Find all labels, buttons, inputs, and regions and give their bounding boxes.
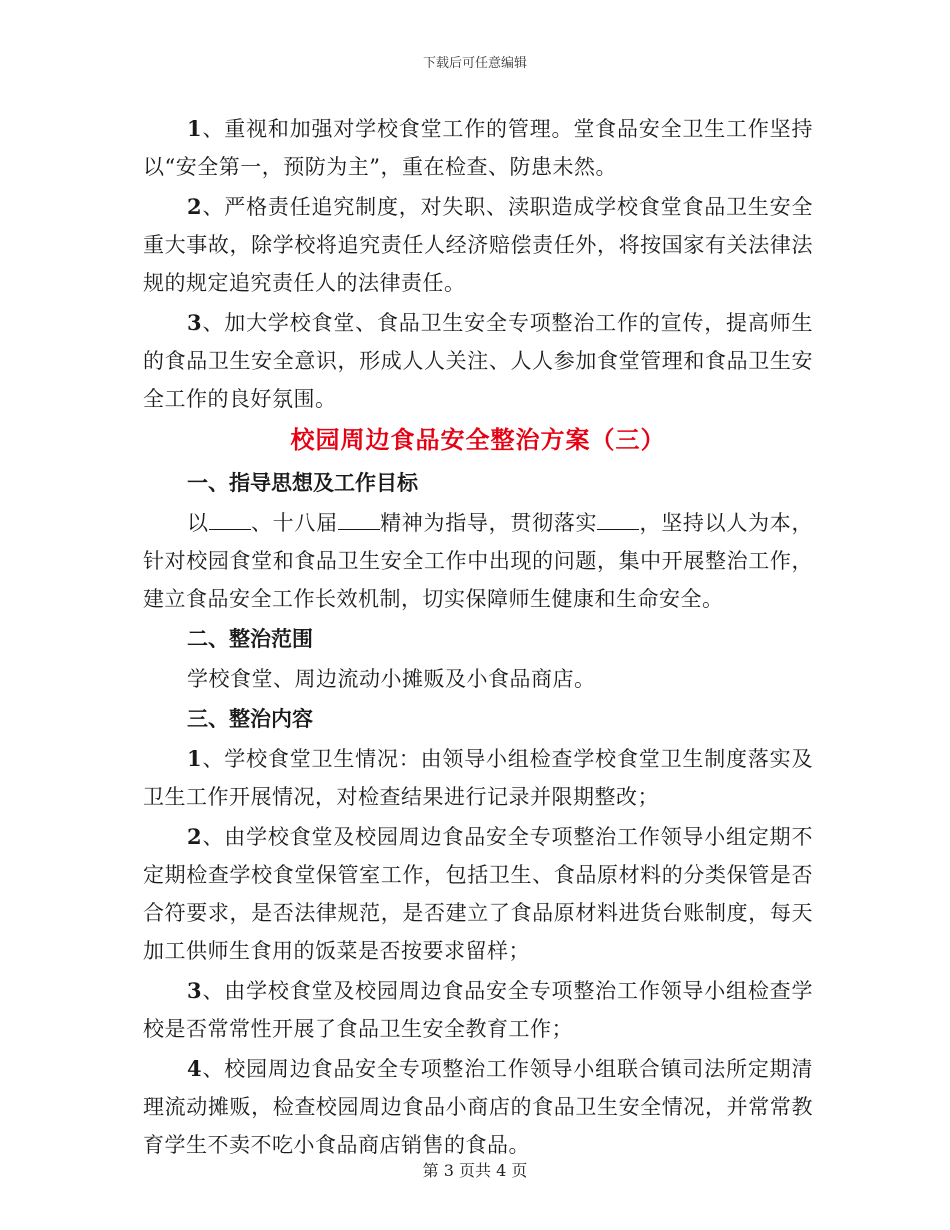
item-text: 、校园周边食品安全专项整治工作领导小组联合镇司法所定期清理流动摊贩，检查校园周边食品小商店的食品卫生安全情况，并常常教育学生不卖不吃小食品商店销售的食品。 [143, 1057, 813, 1157]
item-text: 、由学校食堂及校园周边食品安全专项整治工作领导小组检查学校是否常常性开展了食品卫生安全教育工作； [143, 979, 813, 1041]
item-number: 2 [187, 194, 203, 219]
intro-item-2 [143, 188, 813, 302]
page-footer: 第 3 页共 4 页 [422, 1161, 528, 1180]
intro-item-1 [143, 110, 813, 186]
item-number: 1 [187, 116, 203, 141]
text-segment: 精神为指导，贯彻落实 [379, 511, 598, 535]
content-item-1 [143, 740, 813, 816]
item-text: 、重视和加强对学校食堂工作的管理。堂食品安全卫生工作坚持以“安全第一，预防为主”，重在检查、防患未然。 [143, 117, 813, 179]
text-segment: 、十八届 [250, 511, 338, 535]
document-body [143, 110, 813, 1166]
item-number: 3 [187, 310, 203, 335]
section-heading-scope: 二、整治范围 [187, 626, 313, 651]
item-number: 1 [187, 746, 203, 771]
fill-blank [209, 511, 251, 530]
text-segment: 以 [187, 511, 209, 535]
scope-paragraph: 学校食堂、周边流动小摊贩及小食品商店。 [187, 667, 596, 691]
item-text: 、学校食堂卫生情况：由领导小组检查学校食堂卫生制度落实及卫生工作开展情况，对检查结果进行记录并限期整改； [143, 747, 813, 809]
item-text: 、严格责任追究制度，对失职、渎职造成学校食堂食品卫生安全重大事故，除学校将追究责任人经济赔偿责任外，将按国家有关法律法规的规定追究责任人的法律责任。 [143, 195, 813, 295]
section-heading-content: 三、整治内容 [187, 706, 313, 731]
item-text: 、由学校食堂及校园周边食品安全专项整治工作领导小组定期不定期检查学校食堂保管室工作，包括卫生、食品原材料的分类保管是否合符要求，是否法律规范，是否建立了食品原材料进货台账制度，每天加工供师生食用的饭菜是否按要求留样； [143, 825, 813, 963]
content-item-4 [143, 1050, 813, 1164]
item-text: 、加大学校食堂、食品卫生安全专项整治工作的宣传，提高师生的食品卫生安全意识，形成人人关注、人人参加食堂管理和食品卫生安全工作的良好氛围。 [143, 311, 813, 411]
guiding-paragraph [143, 504, 813, 618]
item-number: 3 [187, 978, 203, 1003]
document-title: 校园周边食品安全整治方案（三） [290, 425, 666, 454]
content-item-3 [143, 972, 813, 1048]
page-header: 下载后可任意编辑 [422, 56, 527, 71]
intro-item-3 [143, 304, 813, 418]
content-item-2 [143, 818, 813, 970]
section-heading-guiding: 一、指导思想及工作目标 [187, 470, 418, 495]
item-number: 4 [187, 1056, 203, 1081]
fill-blank [338, 511, 380, 530]
fill-blank [597, 511, 639, 530]
text-segment: ，坚持以人为本，针对校园食堂和食品卫生安全工作中出现的问题，集中开展整治工作，建立食品安全工作长效机制，切实保障师生健康和生命安全。 [143, 511, 814, 611]
item-number: 2 [187, 824, 203, 849]
